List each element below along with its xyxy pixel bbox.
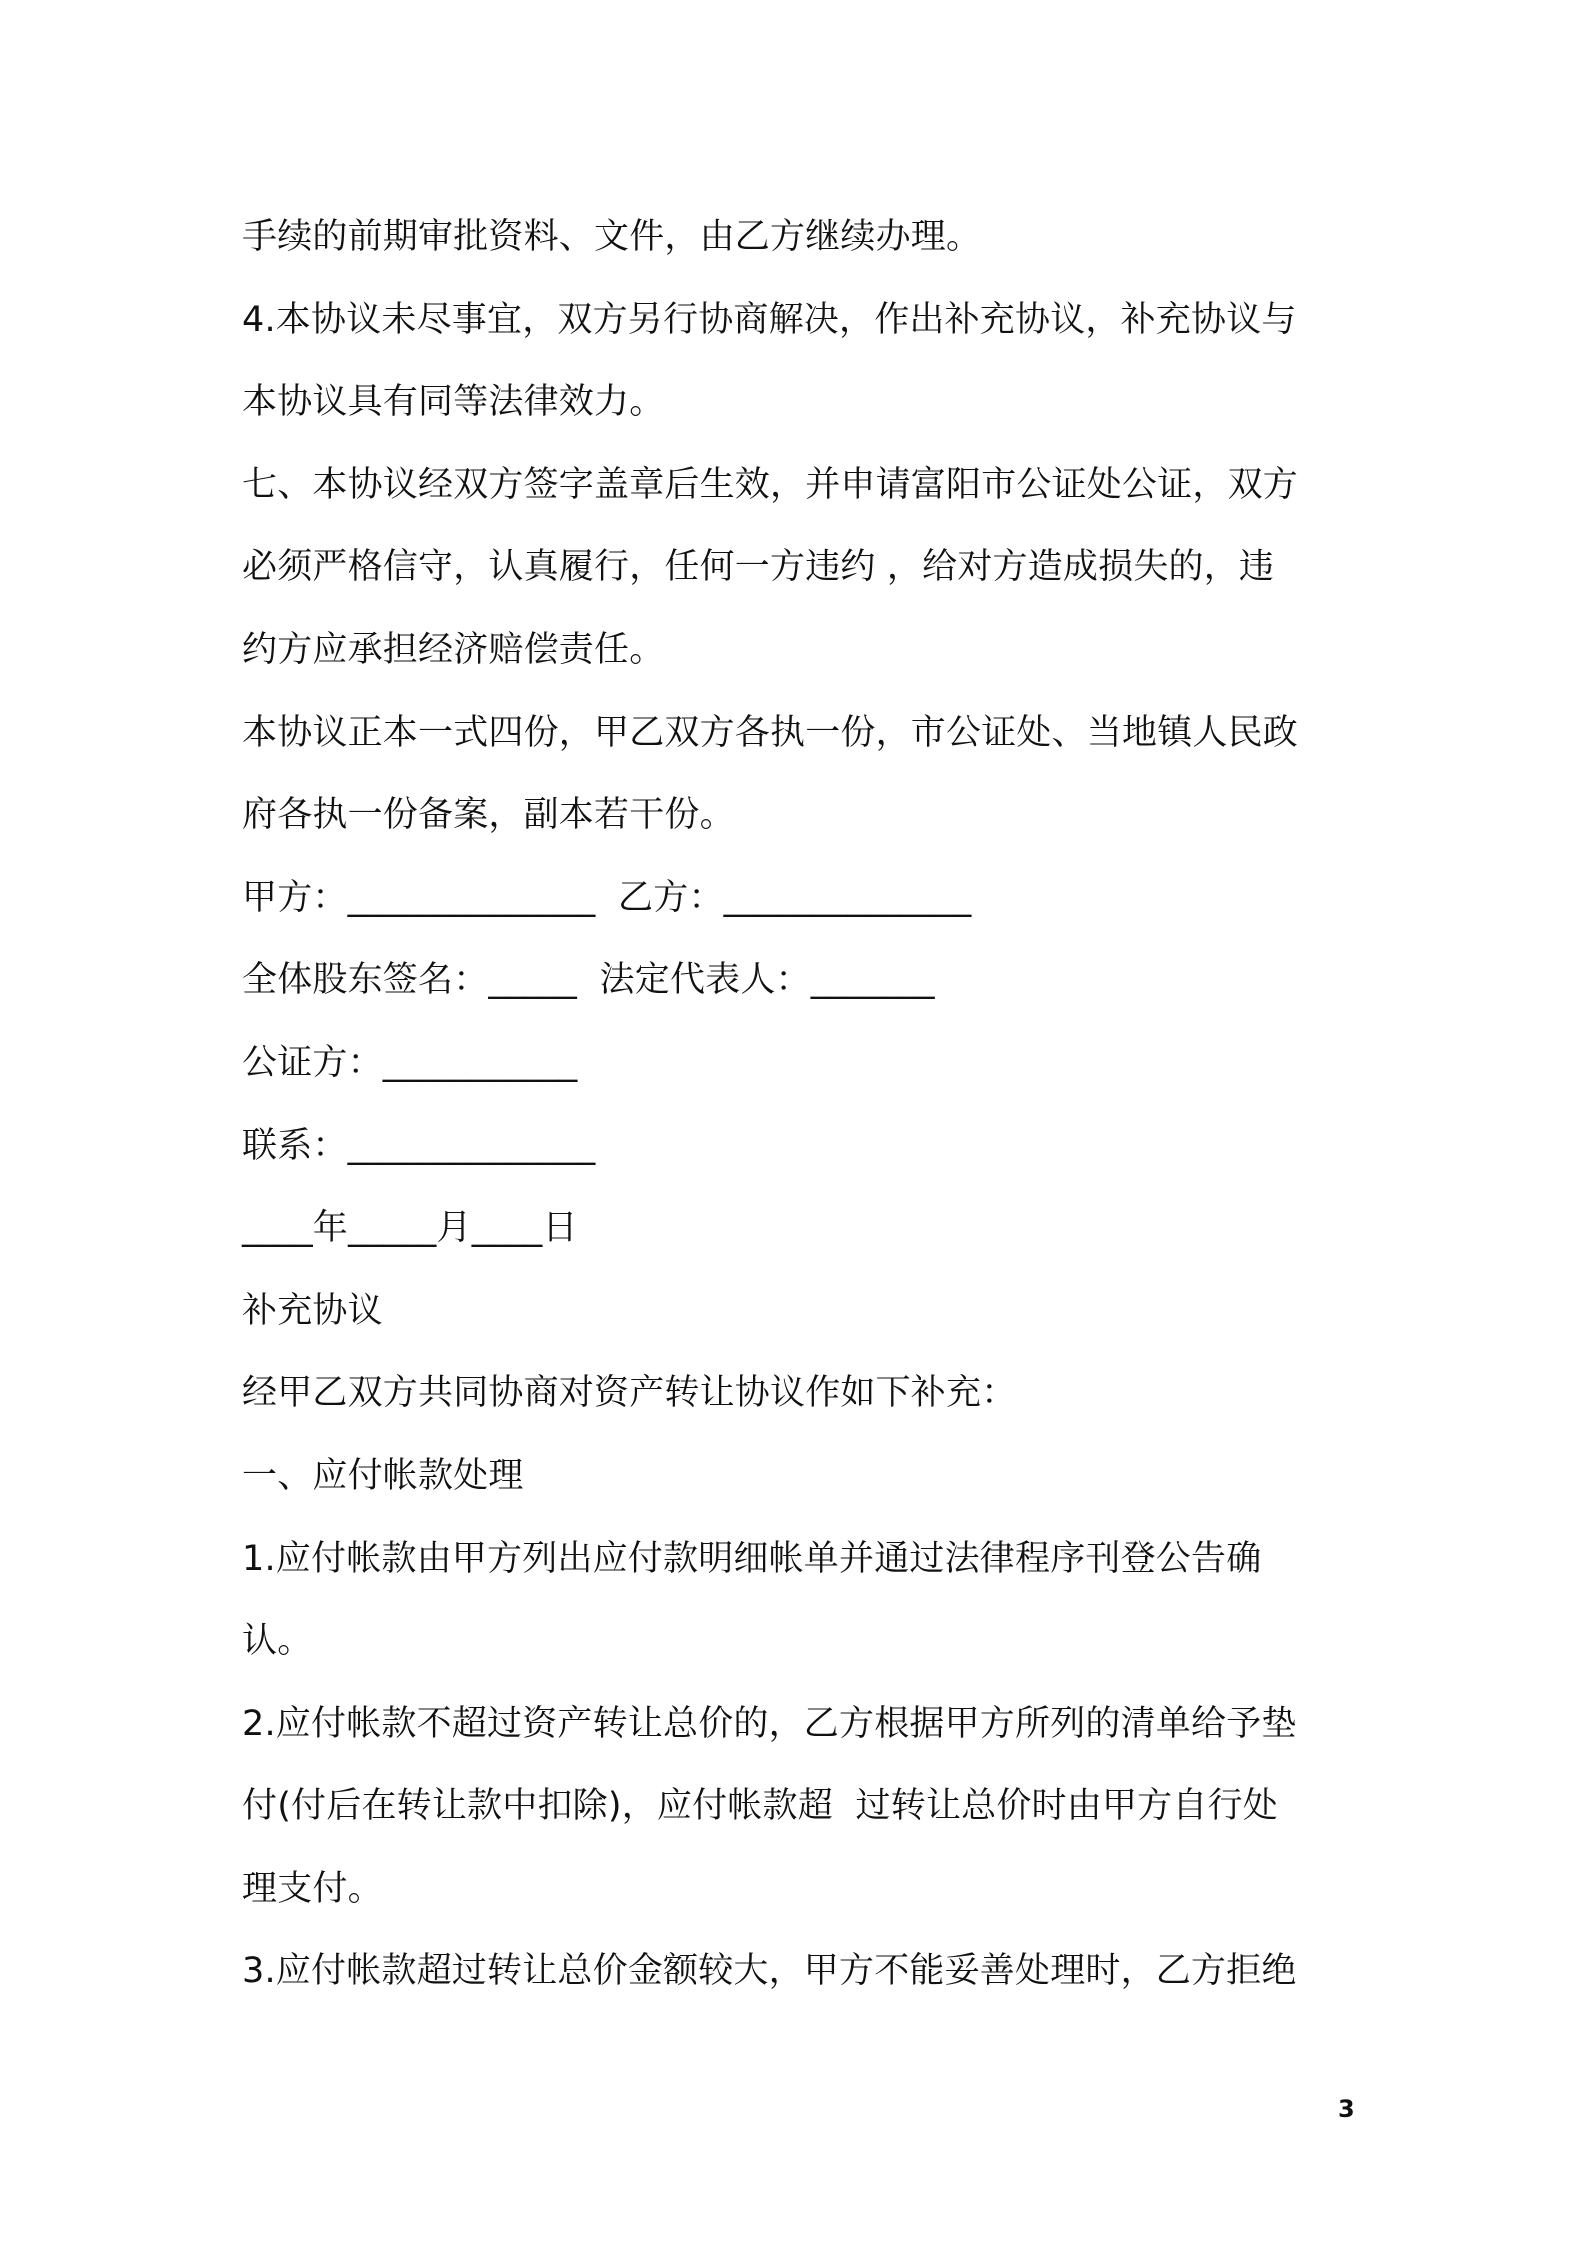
- section-heading: 一、应付帐款处理: [242, 1455, 524, 1496]
- text-line: 府各执一份备案，副本若干份。: [242, 795, 735, 836]
- date-line: ____年_____月____日: [242, 1208, 578, 1249]
- text-line: 必须严格信守，认真履行，任何一方违约 ，给对方造成损失的，违: [242, 547, 1275, 588]
- text-line: 4.本协议未尽事宜，双方另行协商解决，作出补充协议，补充协议与: [242, 299, 1297, 340]
- text-line: 付(付后在转让款中扣除)，应付帐款超 过转让总价时由甲方自行处: [242, 1786, 1278, 1827]
- text-line: 本协议具有同等法律效力。: [242, 382, 665, 423]
- text-line: 七、本协议经双方签字盖章后生效，并申请富阳市公证处公证，双方: [242, 464, 1299, 505]
- section-title: 补充协议: [242, 1290, 383, 1331]
- signature-line-notary: 公证方：___________: [242, 1042, 578, 1083]
- signature-line-party: 甲方：______________ 乙方：______________: [242, 877, 972, 918]
- page-number: 3: [1338, 2095, 1355, 2123]
- text-line: 约方应承担经济赔偿责任。: [242, 629, 665, 670]
- text-line: 3.应付帐款超过转让总价金额较大，甲方不能妥善处理时，乙方拒绝: [242, 1951, 1297, 1992]
- text-line: 1.应付帐款由甲方列出应付款明细帐单并通过法律程序刊登公告确: [242, 1538, 1262, 1579]
- text-line: 经甲乙双方共同协商对资产转让协议作如下补充：: [242, 1373, 1017, 1414]
- signature-line-contact: 联系：______________: [242, 1125, 596, 1166]
- document-body: [242, 196, 1360, 2013]
- signature-line-shareholders: 全体股东签名：_____ 法定代表人：_______: [242, 960, 935, 1001]
- text-line: 2.应付帐款不超过资产转让总价的，乙方根据甲方所列的清单给予垫: [242, 1703, 1297, 1744]
- text-line: 本协议正本一式四份，甲乙双方各执一份，市公证处、当地镇人民政: [242, 712, 1299, 753]
- text-line: 手续的前期审批资料、文件，由乙方继续办理。: [242, 217, 982, 257]
- text-line: 认。: [242, 1621, 313, 1662]
- text-line: 理支付。: [242, 1868, 383, 1909]
